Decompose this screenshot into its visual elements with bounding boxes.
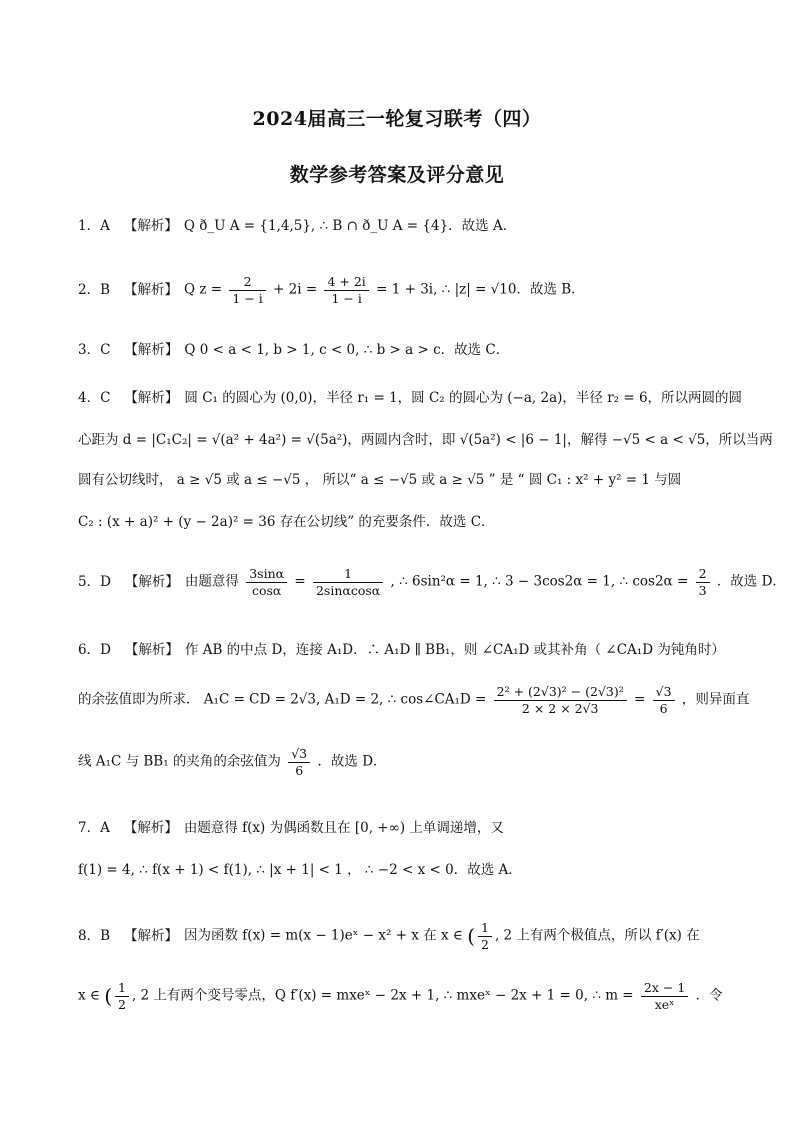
answer-4-line-4: C₂ : (x + a)² + (y − 2a)² = 36 存在公切线” 的充要条件．故选 C． [78, 514, 495, 530]
answer-7-line-2: f(1) = 4, ∴ f(x + 1) < f(1), ∴ |x + 1| < 1 ， ∴ −2 < x < 0．故选 A． [78, 862, 522, 878]
numerator: 1 [118, 980, 126, 995]
answer-text: Q ð_U A = {1,4,5}, ∴ B ∩ ð_U A = {4}．故选 A． [183, 218, 517, 234]
page-title: 2024届高三一轮复习联考（四） [252, 108, 542, 130]
answer-number: 6．D [78, 642, 111, 658]
open-paren: ( [467, 924, 476, 949]
numerator: 2x − 1 [643, 980, 686, 995]
numerator: 4 + 2i [327, 274, 366, 289]
answer-1 [78, 218, 718, 234]
open-paren: ( [104, 984, 113, 1009]
answer-text: , 2 上有两个变号零点，Q f′(x) = mxeˣ − 2x + 1, ∴ mxeˣ − 2x + 1 = 0, ∴ m = [131, 987, 634, 1004]
answer-number: 8．B [78, 927, 111, 944]
answer-8-line-2 [78, 980, 723, 1012]
denominator: 1 − i [229, 290, 265, 307]
answer-number: 4．C [78, 390, 111, 406]
page-subtitle: 数学参考答案及评分意见 [289, 164, 505, 186]
denominator: 3 [696, 582, 710, 599]
denominator: 6 [653, 700, 675, 717]
answer-text: Q z = [184, 281, 223, 298]
answer-4-line-2: 心距为 d = |C₁C₂| = √(a² + 4a²) = √(5a²)，两圆内含时，即 √(5a²) < |6 − 1|，解得 −√5 < a < √5，所以当两 [78, 432, 773, 448]
fraction [115, 980, 129, 1012]
analysis-tag: 【解析】 [124, 927, 179, 944]
answer-number: 5．D [78, 573, 111, 590]
answer-text: 由题意得 f(x) 为偶函数且在 [0, +∞) 上单调递增，又 [183, 820, 504, 836]
analysis-tag: 【解析】 [124, 573, 179, 590]
answer-text: ．故选 D． [716, 573, 786, 590]
denominator: 2 × 2 × 2√3 [494, 700, 627, 717]
answer-text: , ∴ 6sin²α = 1, ∴ 3 − 3cos2α = 1, ∴ cos2α = [390, 573, 689, 590]
answer-number: 3．C [78, 342, 111, 358]
numerator: √3 [291, 746, 308, 761]
answer-text: Q 0 < a < 1, b > 1, c < 0, ∴ b > a > c．故选 C． [184, 342, 510, 358]
answer-text: = 1 + 3i, ∴ |z| = √10．故选 B． [376, 281, 585, 298]
numerator: 3sinα [249, 566, 285, 581]
answer-text: 作 AB 的中点 D，连接 A₁D．∴ A₁D ∥ BB₁，则 ∠CA₁D 或其补角（ ∠CA₁D 为钝角时） [184, 642, 725, 658]
answer-2 [78, 274, 718, 306]
fraction [653, 684, 675, 716]
answer-text: = [634, 691, 646, 708]
numerator: 2² + (2√3)² − (2√3)² [496, 684, 624, 699]
answer-6-line-2 [78, 684, 750, 716]
answer-text: + 2i = [273, 281, 318, 298]
answer-text: ，则异面直 [681, 691, 750, 708]
denominator: 6 [288, 762, 310, 779]
answer-5 [78, 566, 786, 598]
denominator: cosα [246, 582, 287, 599]
fraction [288, 746, 310, 778]
analysis-tag: 【解析】 [124, 342, 179, 358]
numerator: 2 [243, 274, 252, 289]
fraction [229, 274, 265, 306]
denominator: 1 − i [324, 290, 368, 307]
answer-text: x ∈ [78, 987, 100, 1004]
analysis-tag: 【解析】 [124, 281, 179, 298]
answer-text: 线 A₁C 与 BB₁ 的夹角的余弦值为 [78, 753, 281, 770]
answer-text: ．令 [695, 987, 723, 1004]
answer-text: 由题意得 [184, 573, 239, 590]
answer-4 [78, 390, 743, 406]
denominator: xeˣ [641, 996, 688, 1013]
denominator: 2sinαcosα [313, 582, 383, 599]
answer-7 [78, 820, 718, 836]
answer-text: 圆 C₁ 的圆心为 (0,0)，半径 r₁ = 1，圆 C₂ 的圆心为 (−a, 2a)，半径 r₂ = 6，所以两圆的圆 [184, 390, 743, 406]
answer-text: , 2 上有两个极值点，所以 f′(x) 在 [494, 927, 700, 944]
answer-text: 因为函数 f(x) = m(x − 1)eˣ − x² + x 在 x ∈ [184, 927, 463, 944]
numerator: 1 [481, 920, 489, 935]
fraction [478, 920, 492, 952]
answer-6 [78, 642, 725, 658]
numerator: 1 [344, 566, 353, 581]
fraction [246, 566, 287, 598]
analysis-tag: 【解析】 [123, 820, 178, 836]
answer-text: 的余弦值即为所求． A₁C = CD = 2√3, A₁D = 2, ∴ cos∠CA₁D = [78, 691, 487, 708]
analysis-tag: 【解析】 [123, 218, 178, 234]
answer-number: 7．A [78, 820, 110, 836]
answer-text: = [294, 573, 306, 590]
fraction [696, 566, 710, 598]
fraction [641, 980, 688, 1012]
denominator: 2 [115, 996, 129, 1013]
fraction [494, 684, 627, 716]
answer-3 [78, 342, 718, 358]
numerator: 2 [698, 566, 707, 581]
numerator: √3 [655, 684, 672, 699]
analysis-tag: 【解析】 [124, 390, 179, 406]
answer-4-line-3: 圆有公切线时， a ≥ √5 或 a ≤ −√5 ， 所以“ a ≤ −√5 或 a ≥ √5 ” 是 “ 圆 C₁ : x² + y² = 1 与圆 [78, 472, 682, 488]
answer-6-line-3 [78, 746, 718, 778]
fraction [313, 566, 383, 598]
fraction [324, 274, 368, 306]
answer-text: ．故选 D． [317, 753, 387, 770]
answer-number: 2．B [78, 281, 111, 298]
answer-number: 1．A [78, 218, 110, 234]
denominator: 2 [478, 936, 492, 953]
analysis-tag: 【解析】 [124, 642, 179, 658]
answer-8 [78, 920, 718, 952]
